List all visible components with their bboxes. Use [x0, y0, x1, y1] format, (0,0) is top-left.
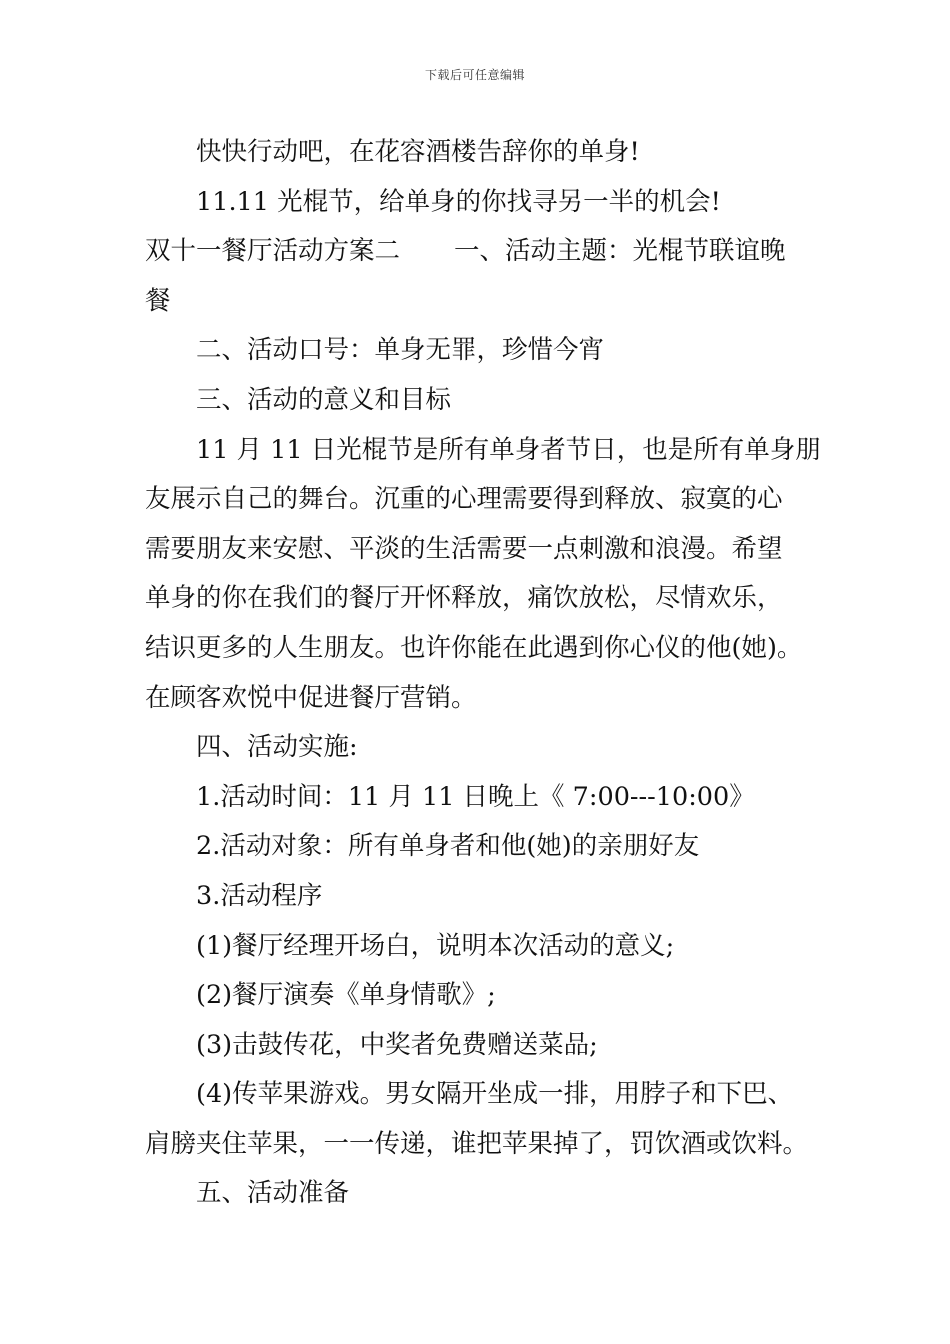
document-body [145, 128, 835, 1219]
paragraph-line: 四、活动实施: [196, 732, 358, 763]
paragraph-line: 11.11 光棍节，给单身的你找寻另一半的机会! [196, 186, 721, 217]
paragraph-line: 二、活动口号：单身无罪，珍惜今宵 [196, 335, 605, 366]
paragraph-line: 快快行动吧，在花容酒楼告辞你的单身! [196, 137, 640, 167]
paragraph-line: 需要朋友来安慰、平淡的生活需要一点刺激和浪漫。希望 [145, 533, 783, 564]
section-title-line [145, 227, 835, 277]
paragraph-line: 3.活动程序 [196, 880, 323, 911]
paragraph-line: (2)餐厅演奏《单身情歌》; [196, 980, 496, 1011]
paragraph-line: (1)餐厅经理开场白，说明本次活动的意义; [196, 930, 675, 961]
paragraph-line: 结识更多的人生朋友。也许你能在此遇到你心仪的他(她)。 [145, 632, 803, 663]
paragraph-line: 肩膀夹住苹果，一一传递，谁把苹果掉了，罚饮酒或饮料。 [145, 1128, 809, 1159]
plan-title: 双十一餐厅活动方案二 [145, 236, 401, 267]
paragraph-line: 友展示自己的舞台。沉重的心理需要得到释放、寂寞的心 [145, 484, 783, 515]
paragraph-line: 五、活动准备 [196, 1178, 350, 1209]
paragraph-line: 在顾客欢悦中促进餐厅营销。 [145, 682, 477, 713]
paragraph-line: (3)击鼓传花，中奖者免费赠送菜品; [196, 1029, 598, 1060]
paragraph-line: 三、活动的意义和目标 [196, 384, 452, 415]
paragraph-line: (4)传苹果游戏。男女隔开坐成一排，用脖子和下巴、 [196, 1079, 794, 1110]
paragraph-line: 1.活动时间：11 月 11 日晚上《 7:00---10:00》 [196, 781, 755, 812]
page-header: 下载后可任意编辑 [424, 68, 525, 82]
activity-theme: 一、活动主题：光棍节联谊晚 [454, 236, 786, 267]
paragraph-line: 2.活动对象：所有单身者和他(她)的亲朋好友 [196, 831, 700, 862]
paragraph-line: 单身的你在我们的餐厅开怀释放，痛饮放松，尽情欢乐， [145, 583, 783, 614]
paragraph-line: 餐 [145, 285, 171, 316]
paragraph-line: 11 月 11 日光棍节是所有单身者节日，也是所有单身朋 [196, 434, 821, 465]
